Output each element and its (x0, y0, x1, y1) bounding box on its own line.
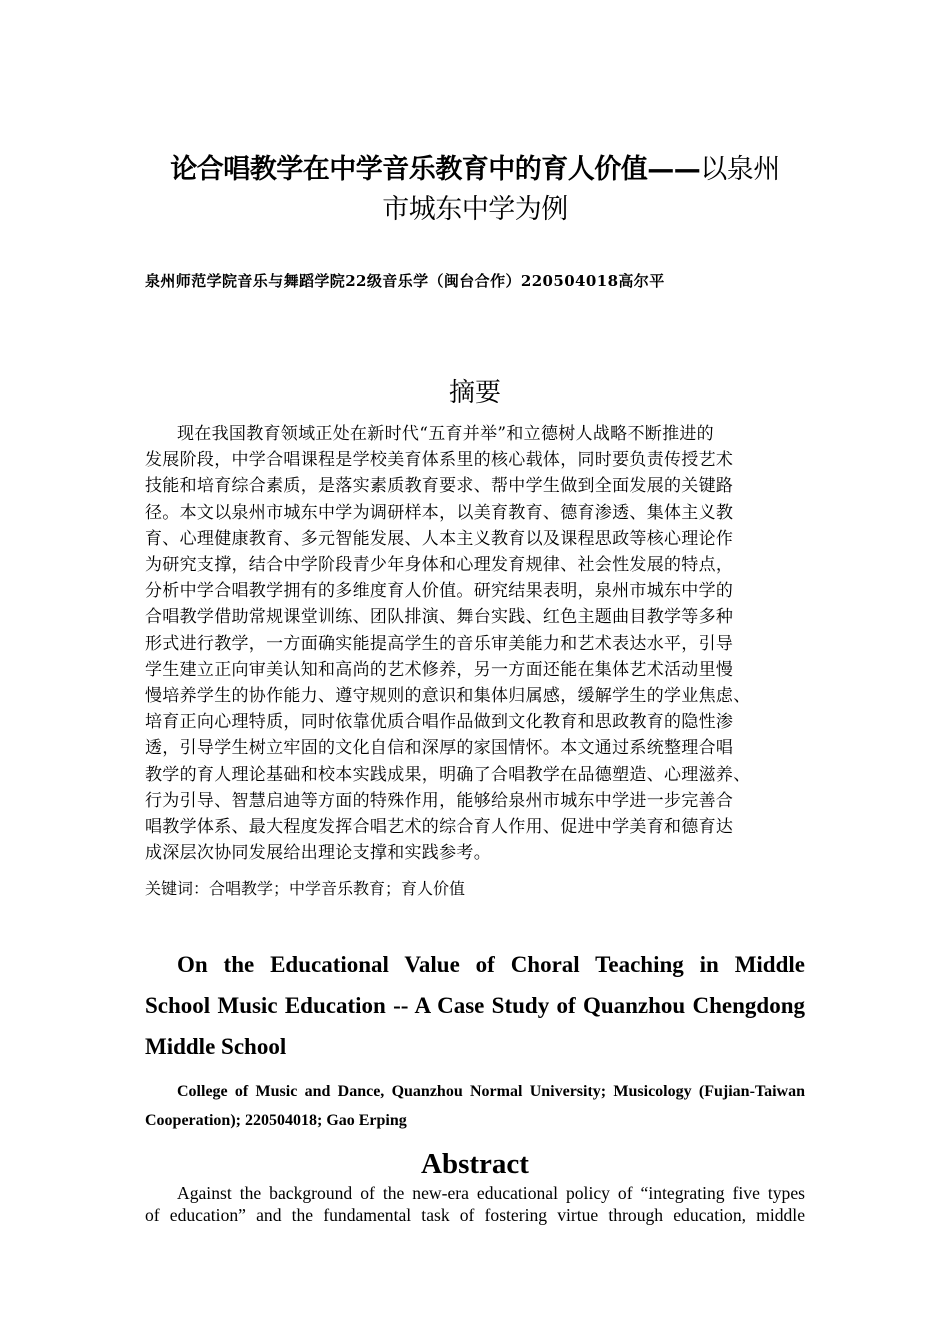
abstract-heading-en: Abstract (421, 1148, 529, 1180)
abstract-cn-line: 行为引导、智慧启迪等方面的特殊作用，能够给泉州市城东中学进一步完善合 (145, 790, 734, 811)
abstract-en-line: of education” and the fundamental task of fostering virtue through education, middle (145, 1205, 805, 1225)
author-en-line: Cooperation); 220504018; Gao Erping (145, 1112, 407, 1129)
abstract-cn-line: 发展阶段，中学合唱课程是学校美育体系里的核心载体，同时要负责传授艺术 (145, 450, 734, 471)
paper-title-en (145, 944, 805, 1067)
abstract-en-line: Against the background of the new-era educational policy of “integrating five types (177, 1183, 805, 1203)
abstract-cn-line: 合唱教学借助常规课堂训练、团队排演、舞台实践、红色主题曲目教学等多种 (145, 607, 734, 628)
paper-title-cn (140, 150, 810, 230)
abstract-cn-line: 慢培养学生的协作能力、遵守规则的意识和集体归属感，缓解学生的学业焦虑、 (145, 686, 751, 707)
abstract-cn-line: 培育正向心理特质，同时依靠优质合唱作品做到文化教育和思政教育的隐性渗 (145, 712, 734, 733)
abstract-cn-line: 成深层次协同发展给出理论支撑和实践参考。 (145, 843, 491, 864)
abstract-cn-line: 形式进行教学，一方面确实能提高学生的音乐审美能力和艺术表达水平，引导 (145, 633, 734, 654)
author-affiliation-en (145, 1077, 805, 1135)
title-cn-line2: 市城东中学为例 (382, 194, 568, 225)
abstract-cn-line: 现在我国教育领域正处在新时代“五育并举”和立德树人战略不断推进的 (177, 424, 714, 444)
abstract-cn-line: 透，引导学生树立牢固的文化自信和深厚的家国情怀。本文通过系统整理合唱 (145, 738, 734, 759)
abstract-body-en (145, 1182, 805, 1226)
abstract-cn-line: 教学的育人理论基础和校本实践成果，明确了合唱教学在品德塑造、心理滋养、 (145, 764, 751, 785)
title-en-line: Middle School (145, 1034, 287, 1059)
abstract-cn-line: 分析中学合唱教学拥有的多维度育人价值。研究结果表明，泉州市城东中学的 (145, 581, 734, 602)
keywords-cn: 关键词：合唱教学；中学音乐教育；育人价值 (145, 879, 466, 898)
author-affiliation-cn: 泉州师范学院音乐与舞蹈学院22级音乐学（闽台合作）220504018高尔平 (145, 272, 665, 290)
abstract-cn-line: 径。本文以泉州市城东中学为调研样本，以美育教育、德育渗透、集体主义教 (145, 502, 734, 523)
title-cn-bold-part: 论合唱教学在中学音乐教育中的育人价值—— (170, 154, 701, 185)
abstract-heading-cn: 摘要 (448, 378, 501, 408)
abstract-cn-line: 技能和培育综合素质，是落实素质教育要求、帮中学生做到全面发展的关键路 (145, 476, 734, 497)
author-en-line: College of Music and Dance, Quanzhou Normal University; Musicology (Fujian-Taiwan (177, 1083, 805, 1100)
abstract-body-cn (145, 421, 805, 866)
abstract-cn-line: 育、心理健康教育、多元智能发展、人本主义教育以及课程思政等核心理论作 (145, 528, 734, 549)
abstract-cn-line: 为研究支撑，结合中学阶段青少年身体和心理发育规律、社会性发展的特点， (145, 555, 734, 576)
abstract-cn-line: 学生建立正向审美认知和高尚的艺术修养，另一方面还能在集体艺术活动里慢 (145, 659, 734, 680)
title-cn-regular-part: 以泉州 (700, 154, 780, 185)
abstract-cn-line: 唱教学体系、最大程度发挥合唱艺术的综合育人作用、促进中学美育和德育达 (145, 817, 734, 838)
title-en-line: On the Educational Value of Choral Teaching in Middle (177, 952, 805, 977)
title-en-line: School Music Education -- A Case Study of Quanzhou Chengdong (145, 993, 805, 1018)
